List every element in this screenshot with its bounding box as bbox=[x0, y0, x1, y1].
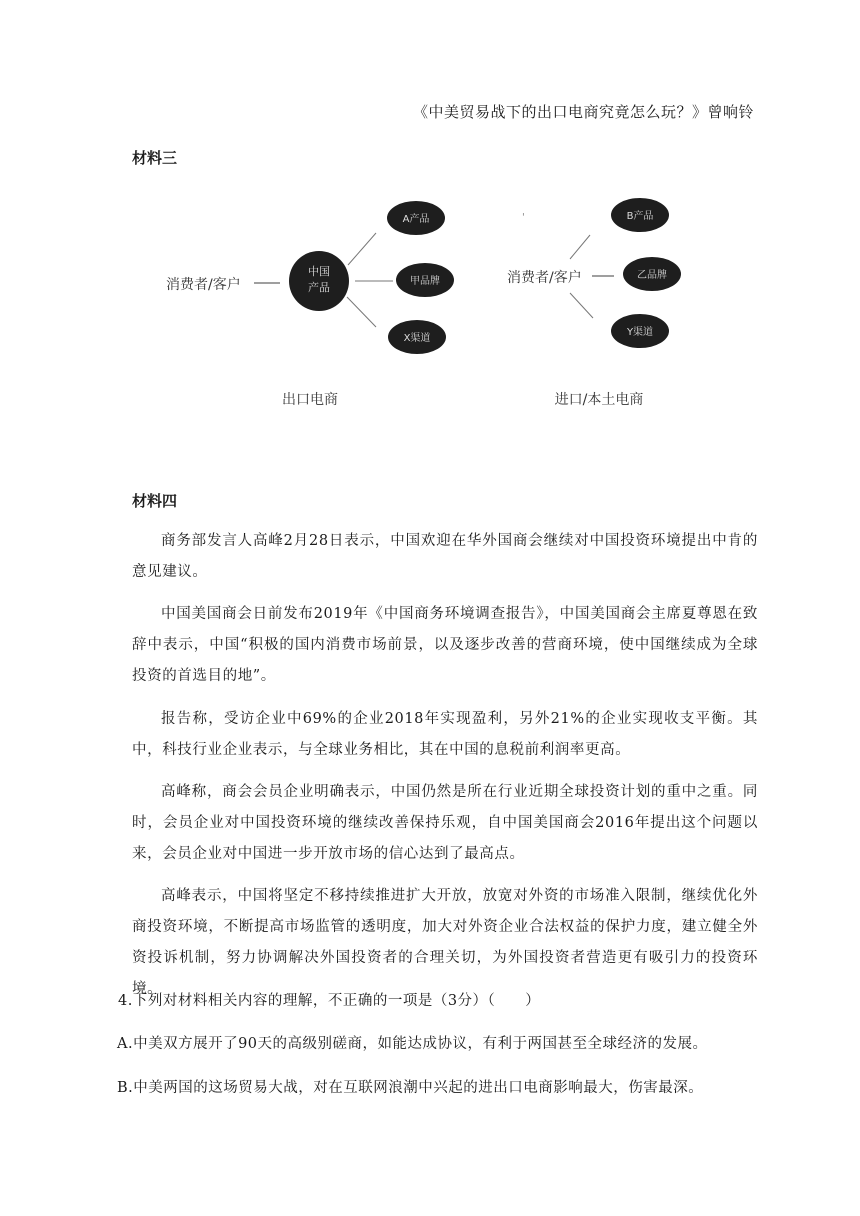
export-diagram bbox=[166, 201, 454, 408]
node-jia-label: 甲品牌 bbox=[410, 276, 440, 287]
import-caption: 进口/本土电商 bbox=[554, 392, 644, 408]
material3-heading: 材料三 bbox=[132, 149, 178, 167]
center-label-line2: 产品 bbox=[308, 281, 330, 294]
left-consumer-label: 消费者/客户 bbox=[166, 277, 241, 293]
right-consumer-label: 消费者/客户 bbox=[507, 270, 582, 286]
material4-heading: 材料四 bbox=[132, 492, 178, 510]
node-a-label: A产品 bbox=[402, 214, 430, 225]
node-yi-label: 乙品牌 bbox=[637, 270, 667, 281]
question-stem: 4.下列对材料相关内容的理解，不正确的一项是（3分）（ ） bbox=[118, 993, 541, 1009]
option-a: A.中美双方展开了90天的高级别磋商，如能达成协议，有利于两国甚至全球经济的发展。 bbox=[117, 1036, 708, 1052]
paragraph-5: 高峰表示，中国将坚定不移持续推进扩大开放，放宽对外资的市场准入限制，继续优化外商投资环境，不断提高市场监管的透明度，加大对外资企业合法权益的保护力度，建立健全外资投诉机制，努力协调解决外国投资者的合理关切，为外国投资者营造更有吸引力的投资环境。 bbox=[132, 888, 758, 997]
center-label-line1: 中国 bbox=[308, 265, 330, 278]
paragraph-3: 报告称，受访企业中69%的企业2018年实现盈利，另外21%的企业实现收支平衡。其中，科技行业企业表示，与全球业务相比，其在中国的息税前利润率更高。 bbox=[132, 711, 758, 758]
option-b: B.中美两国的这场贸易大战，对在互联网浪潮中兴起的进出口电商影响最大，伤害最深。 bbox=[117, 1080, 704, 1096]
stray-mark: ' bbox=[522, 212, 525, 223]
node-x-label: X渠道 bbox=[403, 333, 431, 344]
paragraph-1: 商务部发言人高峰2月28日表示，中国欢迎在华外国商会继续对中国投资环境提出中肯的意见建议。 bbox=[132, 533, 758, 580]
node-b-label: B产品 bbox=[626, 211, 654, 222]
node-y-label: Y渠道 bbox=[626, 327, 654, 338]
ecommerce-diagram bbox=[150, 185, 710, 425]
paragraph-2: 中国美国商会日前发布2019年《中国商务环境调查报告》，中国美国商会主席夏尊恩在致辞中表示，中国“积极的国内消费市场前景，以及逐步改善的营商环境，使中国继续成为全球投资的首选目的地”。 bbox=[132, 606, 758, 684]
paragraph-4: 高峰称，商会会员企业明确表示，中国仍然是所在行业近期全球投资计划的重中之重。同时，会员企业对中国投资环境的继续改善保持乐观，自中国美国商会2016年提出这个问题以来，会员企业对中国进一步开放市场的信心达到了最高点。 bbox=[132, 784, 758, 862]
export-caption: 出口电商 bbox=[282, 392, 338, 408]
source-attribution: 《中美贸易战下的出口电商究竟怎么玩？》曾响铃 bbox=[412, 103, 754, 121]
import-diagram bbox=[507, 198, 681, 408]
